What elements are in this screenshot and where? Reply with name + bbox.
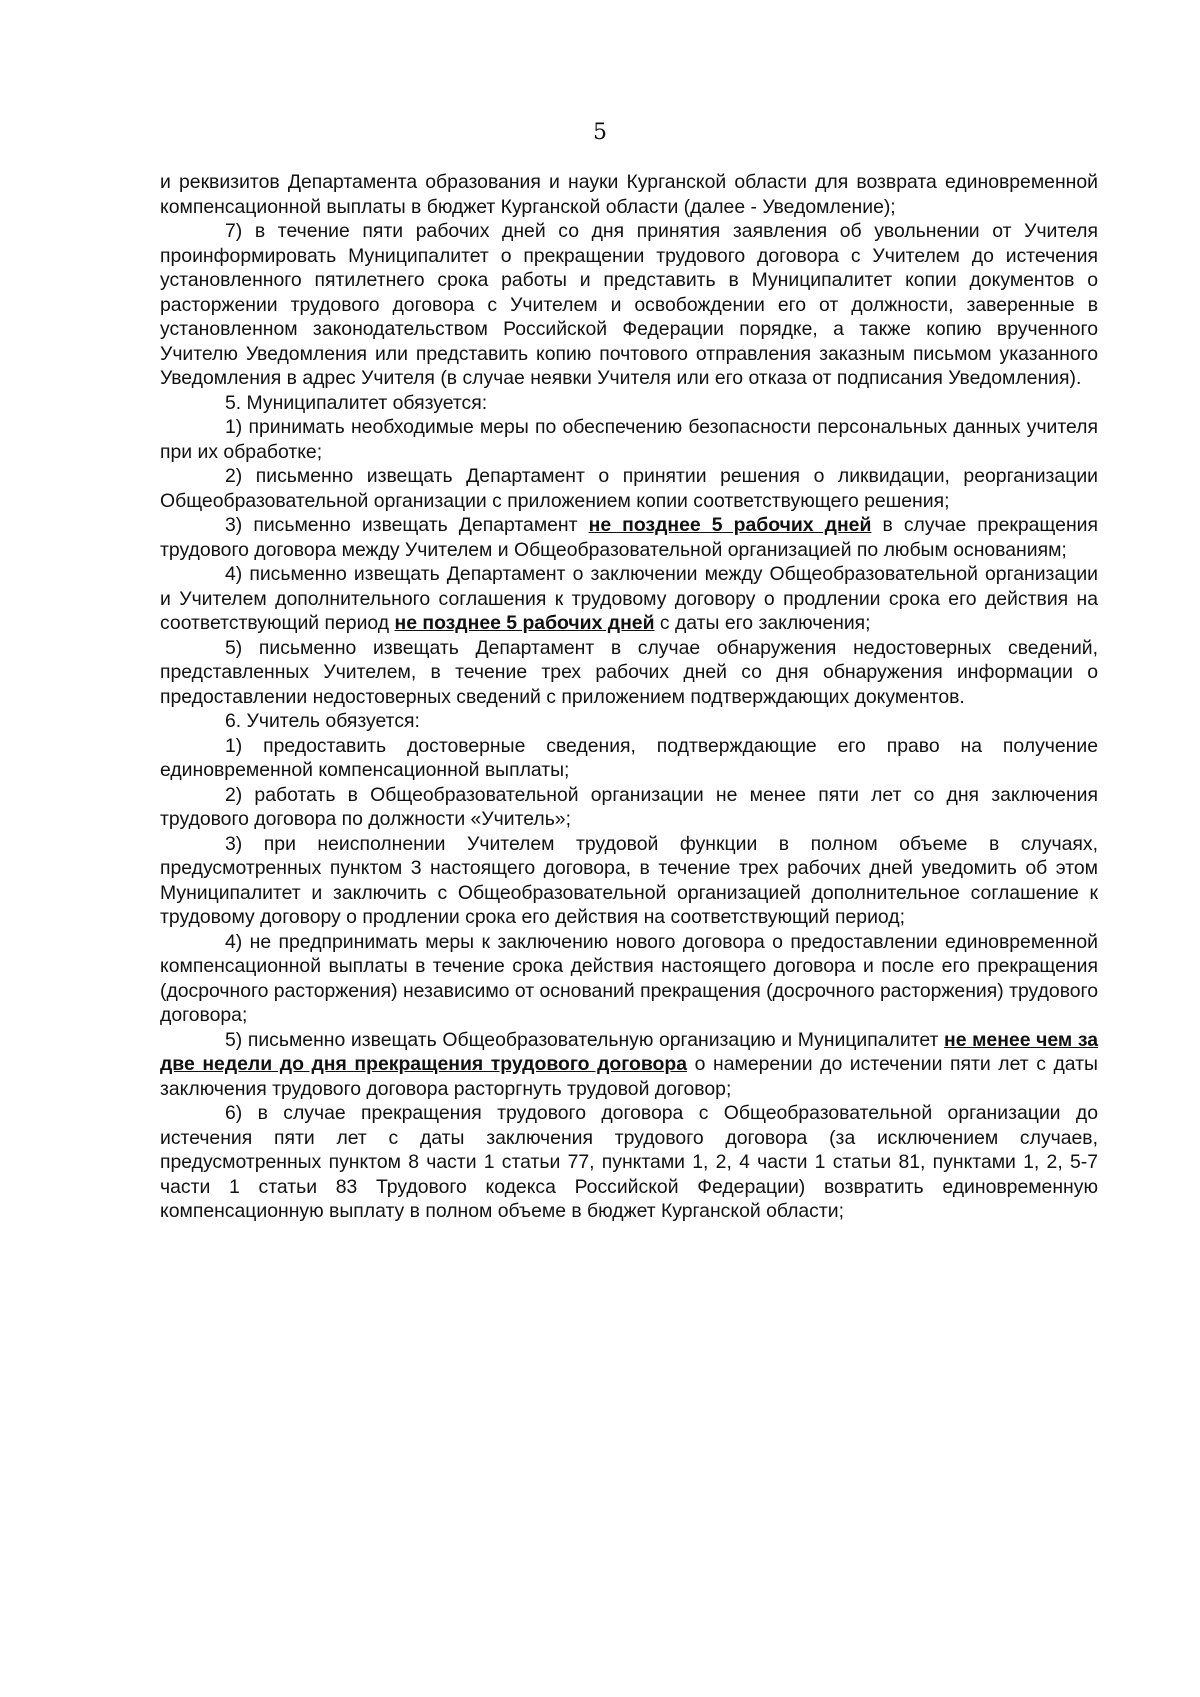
paragraph-item-6-3: 3) при неисполнении Учителем трудовой функции в полном объеме в случаях, предусмотренных пунктом 3 настоящего договора, в течение трех рабочих дней уведомить об этом Муниципалитет и заключить с Общеобразовательной организацией дополнительное соглашение к трудовому договору о продлении срока его действия на соответствующий период; (160, 832, 1098, 928)
paragraph-item-5-3 (160, 513, 1098, 562)
paragraph-text: 4) письменно извещать Департамент о заключении между Общеобразовательной организации и Учителем дополнительного соглашения к трудовому договору о продлении срока его действия на соответствующий период (160, 563, 1098, 634)
page-number: 5 (593, 120, 607, 145)
document-body (160, 170, 1098, 1224)
paragraph-item-6-1: 1) предоставить достоверные сведения, подтверждающие его право на получение единовременной компенсационной выплаты; (160, 734, 1098, 781)
paragraph-text: 3) письменно извещать Департамент (225, 514, 589, 536)
emphasized-deadline: не менее чем за две недели до дня прекращения трудового договора (160, 1028, 1098, 1075)
paragraph-item-6-5 (160, 1028, 1098, 1102)
paragraph-item-5-4 (160, 562, 1098, 636)
emphasized-deadline: не позднее 5 рабочих дней (588, 514, 872, 536)
paragraph-item-6-4: 4) не предпринимать меры к заключению нового договора о предоставлении единовременной компенсационной выплаты в течение срока действия настоящего договора и после его прекращения (досрочного расторжения) независимо от оснований прекращения (досрочного расторжения) трудового договора; (160, 930, 1098, 1026)
section-heading-6: 6. Учитель обязуется: (225, 710, 420, 732)
paragraph-item-6-2: 2) работать в Общеобразовательной организации не менее пяти лет со дня заключения трудового договора по должности «Учитель»; (160, 783, 1098, 830)
paragraph-item-6-6: 6) в случае прекращения трудового договора с Общеобразовательной организации до истечения пяти лет с даты заключения трудового договора (за исключением случаев, предусмотренных пунктом 8 части 1 статьи 77, пунктами 1, 2, 4 части 1 статьи 81, пунктами 1, 2, 5-7 части 1 статьи 83 Трудового кодекса Российской Федерации) возвратить единовременную компенсационную выплату в полном объеме в бюджет Курганской области; (160, 1102, 1098, 1222)
paragraph-continuation: и реквизитов Департамента образования и науки Курганской области для возврата единовременной компенсационной выплаты в бюджет Курганской области (далее - Уведомление); (160, 171, 1098, 218)
paragraph-item-5-1: 1) принимать необходимые меры по обеспечению безопасности персональных данных учителя при их обработке; (160, 416, 1098, 463)
paragraph-text: 5) письменно извещать Общеобразовательную организацию и Муниципалитет (225, 1028, 944, 1051)
paragraph-text: с даты его заключения; (654, 612, 871, 634)
emphasized-deadline: не позднее 5 рабочих дней (394, 612, 655, 634)
paragraph-item-7: 7) в течение пяти рабочих дней со дня принятия заявления об увольнении от Учителя проинформировать Муниципалитет о прекращении трудового договора с Учителем до истечения установленного пятилетнего срока работы и представить в Муниципалитет копии документов о расторжении трудового договора с Учителем и освобождении его от должности, заверенные в установленном законодательством Российской Федерации порядке, а также копию врученного Учителю Уведомления или представить копию почтового отправления заказным письмом указанного Уведомления в адрес Учителя (в случае неявки Учителя или его отказа от подписания Уведомления). (160, 220, 1098, 389)
paragraph-item-5-2: 2) письменно извещать Департамент о принятии решения о ликвидации, реорганизации Общеобразовательной организации с приложением копии соответствующего решения; (160, 465, 1098, 512)
section-heading-5: 5. Муниципалитет обязуется: (225, 391, 488, 414)
paragraph-text: о намерении до истечении пяти лет с даты заключения трудового договора расторгнуть трудовой договор; (160, 1053, 1098, 1100)
paragraph-text: в случае прекращения трудового договора между Учителем и Общеобразовательной организацией по любым основаниям; (160, 514, 1098, 561)
paragraph-item-5-5: 5) письменно извещать Департамент в случае обнаружения недостоверных сведений, представленных Учителем, в течение трех рабочих дней со дня обнаружения информации о предоставлении недостоверных сведений с приложением подтверждающих документов. (160, 636, 1098, 708)
